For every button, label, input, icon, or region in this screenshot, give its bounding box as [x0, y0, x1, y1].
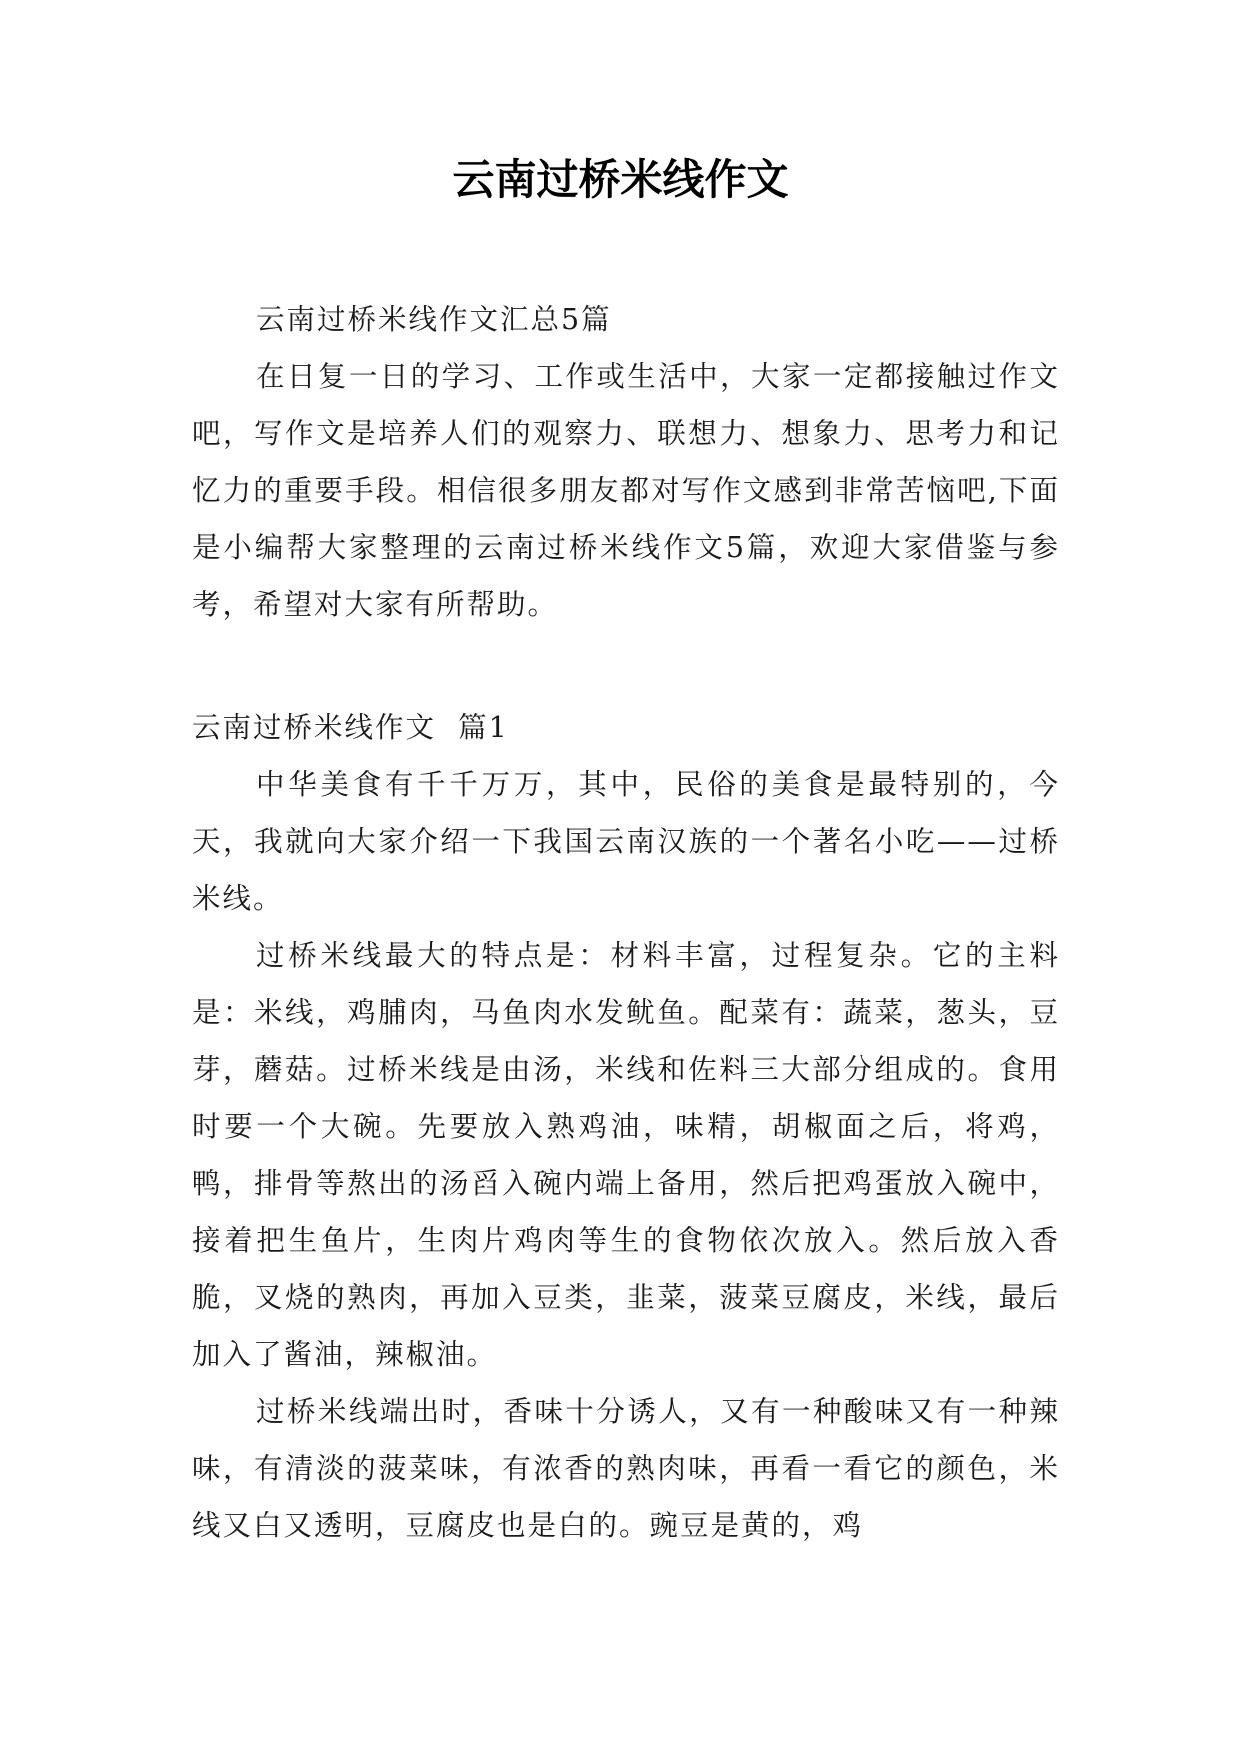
section-spacer	[192, 633, 1060, 699]
document-title: 云南过桥米线作文	[452, 155, 789, 204]
document-body	[192, 291, 1060, 1554]
body-paragraph-1: 中华美食有千千万万，其中，民俗的美食是最特别的，今天，我就向大家介绍一下我国云南汉族的一个著名小吃——过桥米线。	[192, 768, 1060, 915]
body-paragraph-3: 过桥米线端出时，香味十分诱人，又有一种酸味又有一种辣味，有清淡的菠菜味，有浓香的熟肉味，再看一看它的颜色，米线又白又透明，豆腐皮也是白的。豌豆是黄的，鸡	[192, 1395, 1060, 1542]
summary-line: 云南过桥米线作文汇总5篇	[256, 303, 612, 336]
body-paragraph-2: 过桥米线最大的特点是：材料丰富，过程复杂。它的主料是：米线，鸡脯肉，马鱼肉水发鱿鱼。配菜有：蔬菜，葱头，豆芽，蘑菇。过桥米线是由汤，米线和佐料三大部分组成的。食用时要一个大碗。先要放入熟鸡油，味精，胡椒面之后，将鸡，鸭，排骨等熬出的汤舀入碗内端上备用，然后把鸡蛋放入碗中，接着把生鱼片，生肉片鸡肉等生的食物依次放入。然后放入香脆，叉烧的熟肉，再加入豆类，韭菜，菠菜豆腐皮，米线，最后加入了酱油，辣椒油。	[192, 939, 1060, 1371]
intro-paragraph: 在日复一日的学习、工作或生活中，大家一定都接触过作文吧，写作文是培养人们的观察力、联想力、想象力、思考力和记忆力的重要手段。相信很多朋友都对写作文感到非常苦恼吧,下面是小编帮大家整理的云南过桥米线作文5篇，欢迎大家借鉴与参考，希望对大家有所帮助。	[192, 360, 1060, 621]
section-heading: 云南过桥米线作文 篇1	[192, 711, 509, 744]
